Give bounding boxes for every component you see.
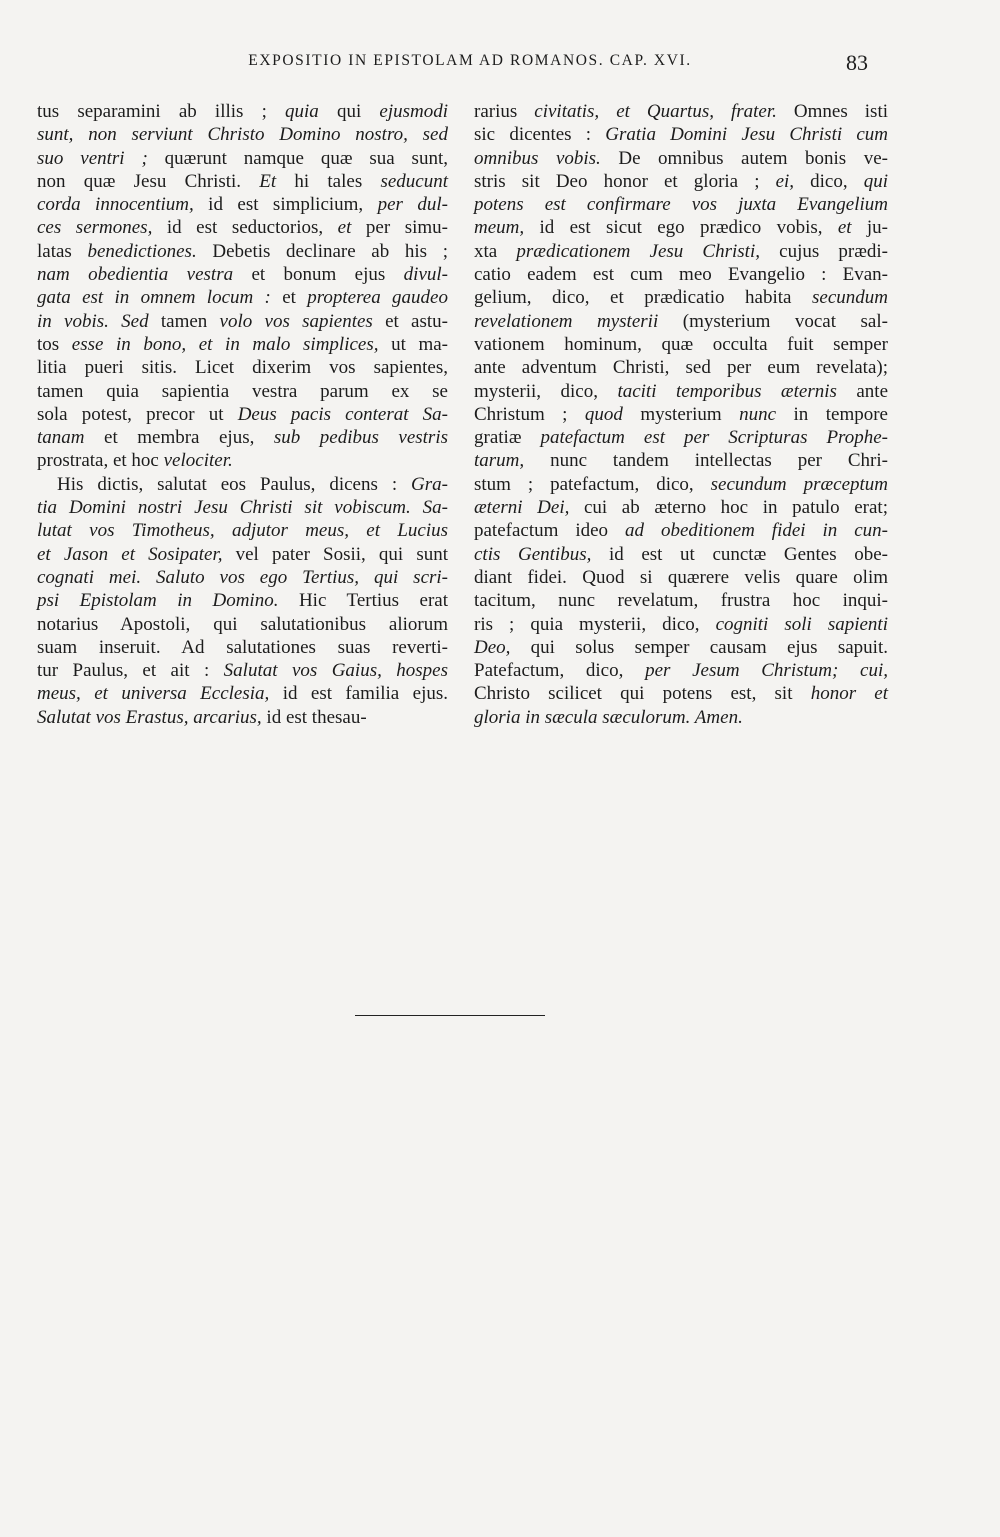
italic-segment: qui [863,170,888,192]
text-segment: vel pater Sosii, qui sunt [222,543,448,565]
text-segment: ut ma- [378,333,448,355]
right-text-column [474,100,888,729]
italic-segment: et Jason et Sosipater, [37,543,223,565]
text-segment: tur Paulus, et ait : [37,660,224,682]
italic-segment: meus, et universa Ecclesia, [37,683,270,705]
italic-segment: lutat vos Timotheus, adjutor meus, et Lucius [37,520,448,542]
text-segment: Christum ; [474,403,585,425]
text-segment: sola potest, precor ut [37,403,238,425]
running-head [0,50,1000,80]
text-segment: sic dicentes : [474,124,606,146]
text-line [474,426,888,449]
italic-segment: Deus pacis conterat Sa- [237,403,448,425]
text-line [37,286,448,309]
italic-segment: quia [285,101,319,122]
left-text-column [37,100,448,729]
text-line [37,589,448,612]
text-line [474,147,888,170]
text-line [474,543,888,566]
italic-segment: in vobis. Sed [37,310,149,332]
text-segment: non quæ Jesu Christi. [37,170,260,192]
italic-segment: quod [584,403,623,425]
text-segment: xta [474,240,517,262]
italic-segment: sunt, non serviunt Christo Domino nostro, sed [37,124,448,146]
text-line [474,240,888,263]
text-segment: Debetis declinare ab his ; [196,240,448,262]
text-segment: notarius Apostoli, qui salutationibus aliorum [37,613,448,635]
text-line [37,380,448,403]
page-number: 83 [846,50,868,75]
italic-segment: cogniti soli sapienti [715,613,888,635]
italic-segment: ei, [775,170,795,192]
italic-segment: æterni Dei, [474,497,570,519]
text-line [474,613,888,636]
text-segment: ante [836,380,889,402]
text-line [37,682,448,705]
text-segment: per simu- [351,217,448,239]
text-segment: in tempore [776,403,888,425]
text-segment: ju- [851,217,889,239]
text-segment: id est ut cunctæ Gentes obe- [591,543,888,565]
text-segment: tacitum, nunc revelatum, frustra hoc inqui- [474,590,888,612]
text-line [37,263,448,286]
text-line [37,100,448,123]
text-line [37,519,448,542]
text-segment: rarius [474,101,535,122]
text-segment: Hic Tertius erat [278,590,448,612]
italic-segment: corda innocentium, [37,194,194,216]
italic-segment: tia Domini nostri Jesu Christi sit vobiscum. Sa- [37,497,448,519]
italic-segment: velociter. [163,450,233,472]
italic-segment: ces sermones, [37,217,153,239]
running-title: EXPOSITIO IN EPISTOLAM AD ROMANOS. CAP. XVI. [248,52,692,69]
italic-segment: ad obeditionem fidei in cun- [625,520,889,542]
text-segment: prostrata, et hoc [37,450,164,472]
italic-segment: propterea gaudeo [307,287,448,309]
italic-segment: prædicationem Jesu Christi, [516,240,760,262]
text-line [37,659,448,682]
italic-segment: Gra- [411,473,448,495]
text-segment: diant fidei. Quod si quærere velis quare olim [474,566,888,588]
italic-segment: tanam [37,427,85,449]
text-line [37,543,448,566]
italic-segment: honor et [810,683,888,705]
text-line [37,310,448,333]
text-line [474,403,888,426]
italic-segment: volo vos sapientes [219,310,373,332]
text-line [474,589,888,612]
text-line [474,100,888,123]
text-line [37,636,448,659]
text-segment: gelium, dico, et prædicatio habita [474,287,813,309]
text-segment: (mysterium vocat sal- [658,310,888,332]
text-segment: vationem hominum, quæ occulta fuit semper [474,333,888,355]
text-segment: id est seductorios, [152,217,338,239]
text-line [474,193,888,216]
italic-segment: tarum, [474,450,525,472]
italic-segment: Gratia Domini Jesu Christi cum [605,124,888,146]
text-segment: tus separamini ab illis ; [37,101,286,122]
italic-segment: omnibus vobis. [474,147,601,169]
text-line [474,449,888,472]
italic-segment: secundum [812,287,888,309]
italic-segment: taciti temporibus æternis [617,380,837,402]
text-line [37,333,448,356]
italic-segment: et [837,217,852,239]
text-segment: tos [37,333,72,355]
italic-segment: nam obedientia vestra [37,264,234,286]
text-line [37,193,448,216]
text-segment: et bonum ejus [233,264,404,286]
text-line [37,403,448,426]
text-line [474,216,888,239]
text-segment: Omnes isti [776,101,888,122]
text-segment: His dictis, salutat eos Paulus, dicens : [57,473,412,495]
text-segment: mysterii, dico, [474,380,618,402]
text-line [37,216,448,239]
text-line [37,449,448,472]
text-segment: id est familia ejus. [269,683,448,705]
text-segment: latas [37,240,88,262]
text-line [474,519,888,542]
text-segment: tamen [148,310,220,332]
italic-segment: potens est confirmare vos juxta Evangelium [474,194,888,216]
text-segment: qui [318,101,380,122]
italic-segment: divul- [403,264,448,286]
italic-segment: ejusmodi [379,101,448,122]
italic-segment: revelationem mysterii [474,310,659,332]
italic-segment: per dul- [377,194,448,216]
italic-segment: sub pedibus vestris [273,427,449,449]
italic-segment: meum, [474,217,525,239]
text-line [474,496,888,519]
italic-segment: civitatis, et Quartus, frater. [534,101,777,122]
text-segment: et membra ejus, [84,427,274,449]
text-line [474,356,888,379]
text-segment: et [270,287,308,309]
text-segment: stum ; patefactum, dico, [474,473,711,495]
italic-segment: cognati mei. Saluto vos ego Tertius, qui scri- [37,566,448,588]
text-line [37,613,448,636]
italic-segment: esse in bono, et in malo simplices, [71,333,379,355]
text-line [474,263,888,286]
text-segment: De omnibus autem bonis ve- [600,147,888,169]
text-line [37,566,448,589]
italic-segment: Salutat vos Gaius, hospes [223,660,448,682]
text-line [37,473,448,496]
text-segment: tamen quia sapientia vestra parum ex se [37,380,448,402]
text-line [474,682,888,705]
text-segment: Patefactum, dico, [474,660,646,682]
text-segment: hi tales [276,170,381,192]
italic-segment: psi Epistolam in Domino. [37,590,279,612]
italic-segment: gloria in sæcula sæculorum. Amen. [474,706,743,728]
italic-segment: suo ventri ; [37,147,148,169]
text-segment: suam inseruit. Ad salutationes suas reverti- [37,636,448,658]
text-line [474,706,888,729]
italic-segment: patefactum est per Scripturas Prophe- [540,427,888,449]
italic-segment: Salutat vos Erastus, arcarius, [37,706,262,728]
italic-segment: per Jesum Christum; cui, [645,660,888,682]
text-segment: Christo scilicet qui potens est, sit [474,683,811,705]
italic-segment: seducunt [380,170,448,192]
text-line [37,123,448,146]
text-segment: et astu- [372,310,448,332]
text-line [474,473,888,496]
text-line [37,356,448,379]
text-line [37,240,448,263]
text-line [474,170,888,193]
text-line [474,636,888,659]
text-segment: patefactum ideo [474,520,625,542]
text-segment: quærunt namque quæ sua sunt, [147,147,448,169]
italic-segment: nunc [739,403,777,425]
italic-segment: Et [259,170,277,192]
text-line [474,659,888,682]
text-segment: cujus prædi- [759,240,888,262]
text-line [474,380,888,403]
text-line [474,566,888,589]
text-segment: litia pueri sitis. Licet dixerim vos sapientes, [37,357,448,379]
end-rule [355,1015,545,1016]
text-segment: id est simplicium, [193,194,378,216]
text-segment: qui solus semper causam ejus sapuit. [510,636,888,658]
italic-segment: gata est in omnem locum : [37,287,271,309]
text-line [37,147,448,170]
italic-segment: Deo, [474,636,511,658]
text-line [474,123,888,146]
text-segment: id est thesau- [261,706,367,728]
text-segment: mysterium [622,403,740,425]
italic-segment: secundum præceptum [710,473,889,495]
text-segment: ante adventum Christi, sed per eum revelata); [474,357,888,379]
italic-segment: et [337,217,352,239]
text-segment: dico, [794,170,864,192]
text-line [37,706,448,729]
text-segment: nunc tandem intellectas per Chri- [524,450,888,472]
text-line [474,286,888,309]
text-line [37,170,448,193]
text-line [37,426,448,449]
text-line [474,333,888,356]
text-segment: id est sicut ego prædico vobis, [524,217,838,239]
text-segment: gratiæ [474,427,541,449]
text-segment: cui ab æterno hoc in patulo erat; [569,497,888,519]
text-line [474,310,888,333]
text-segment: ris ; quia mysterii, dico, [474,613,716,635]
text-line [37,496,448,519]
italic-segment: ctis Gentibus, [474,543,592,565]
italic-segment: benedictiones. [87,240,197,262]
text-segment: catio eadem est cum meo Evangelio : Evan- [474,264,888,286]
text-segment: stris sit Deo honor et gloria ; [474,170,776,192]
